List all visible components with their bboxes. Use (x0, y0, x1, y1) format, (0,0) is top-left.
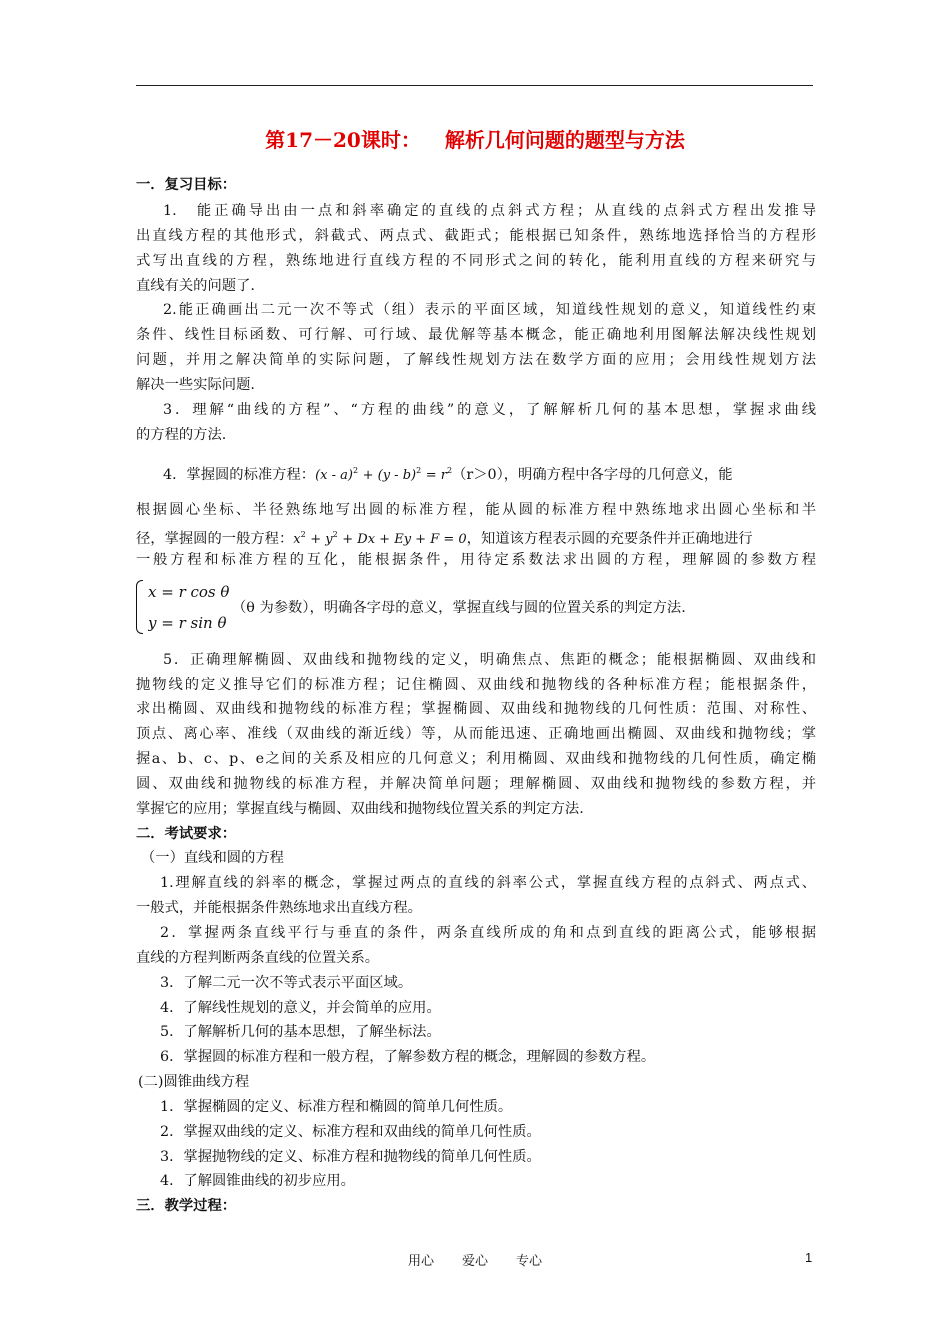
equation-brace (136, 580, 143, 634)
parametric-y: y = r sin θ (148, 614, 227, 632)
paragraph-line: 3．理解“曲线的方程”、“方程的曲线”的意义，了解解析几何的基本思想，掌握求曲线 (163, 402, 816, 418)
paragraph-line-circle-equation: 4．掌握圆的标准方程：$(x - a)^2 + (y - b)^2 = r^2(r>0)$，明确方程中各字母的几何意义，能 (163, 466, 733, 483)
paragraph-line: 5．正确理解椭圆、双曲线和抛物线的定义，明确焦点、焦距的概念；能根据椭圆、双曲线和 (163, 652, 816, 668)
requirement-line: 1.理解直线的斜率的概念，掌握过两点的直线的斜率公式，掌握直线方程的点斜式、两点式、 (160, 875, 816, 891)
paragraph-line: 圆、双曲线和抛物线的标准方程，并解决简单问题；理解椭圆、双曲线和抛物线的参数方程，并 (136, 776, 816, 792)
paragraph-line: 出直线方程的其他形式，斜截式、两点式、截距式；能根据已知条件，熟练地选择恰当的方程形 (136, 228, 816, 244)
paragraph-line: 握a、b、c、p、e之间的关系及相应的几何意义；利用椭圆、双曲线和抛物线的几何性质，确定椭 (136, 751, 816, 767)
paragraph-line: 顶点、离心率、准线（双曲线的渐近线）等，从而能迅速、正确地画出椭圆、双曲线和抛物线；掌 (136, 726, 816, 742)
requirement-line: 直线的方程判断两条直线的位置关系。 (136, 950, 380, 966)
subsection-heading: （一）直线和圆的方程 (141, 850, 284, 866)
parametric-x: x = r cos θ (148, 583, 230, 601)
paragraph-line: 2.能正确画出二元一次不等式（组）表示的平面区域，知道线性规划的意义，知道线性约束 (163, 302, 816, 318)
requirement-line: 4．了解圆锥曲线的初步应用。 (160, 1173, 355, 1189)
paragraph-line: 求出椭圆、双曲线和抛物线的标准方程；掌握椭圆、双曲线和抛物线的几何性质：范围、对称性、 (136, 701, 816, 717)
title-topic: 解析几何问题的题型与方法 (444, 128, 685, 152)
section-heading-goals: 一．复习目标： (136, 177, 237, 193)
requirement-line: 2．掌握两条直线平行与垂直的条件，两条直线所成的角和点到直线的距离公式，能够根据 (160, 925, 816, 941)
paragraph-line: 直线有关的问题了. (136, 278, 255, 294)
requirement-line: 1．掌握椭圆的定义、标准方程和椭圆的简单几何性质。 (160, 1099, 513, 1115)
section-heading-process: 三．教学过程： (136, 1198, 237, 1214)
footer-text: 专心 (516, 1254, 543, 1269)
section-heading-requirements: 二．考试要求： (136, 826, 237, 842)
paragraph-line: 抛物线的定义推导它们的标准方程；记住椭圆、双曲线和抛物线的各种标准方程；能根据条件， (136, 677, 816, 693)
header-rule (136, 85, 813, 86)
requirement-line: 6．掌握圆的标准方程和一般方程，了解参数方程的概念，理解圆的参数方程。 (160, 1049, 656, 1065)
paragraph-line-general-equation: 径，掌握圆的一般方程：$x^2 + y^2 + Dx + Ey + F = 0$，知道该方程表示圆的充要条件并正确地进行 (136, 530, 753, 547)
requirement-line: 2．掌握双曲线的定义、标准方程和双曲线的简单几何性质。 (160, 1124, 541, 1140)
page-title (0, 124, 950, 153)
requirement-line: 一般式，并能根据条件熟练地求出直线方程。 (136, 900, 422, 916)
paragraph-line: 一般方程和标准方程的互化，能根据条件，用待定系数法求出圆的方程，理解圆的参数方程 (136, 552, 816, 568)
paragraph-line: 解决一些实际问题. (136, 377, 255, 393)
requirement-line: 3．了解二元一次不等式表示平面区域。 (160, 975, 413, 991)
requirement-line: 3．掌握抛物线的定义、标准方程和抛物线的简单几何性质。 (160, 1149, 541, 1165)
footer-text: 爱心 (461, 1254, 488, 1269)
paragraph-line: 掌握它的应用；掌握直线与椭圆、双曲线和抛物线位置关系的判定方法. (136, 801, 584, 817)
paragraph-line: 根据圆心坐标、半径熟练地写出圆的标准方程，能从圆的标准方程中熟练地求出圆心坐标和半 (136, 502, 816, 518)
paragraph-line: 式写出直线的方程，熟练地进行直线方程的不同形式之间的转化，能利用直线的方程来研究与 (136, 253, 816, 269)
paragraph-line: 1. 能正确导出由一点和斜率确定的直线的点斜式方程；从直线的点斜式方程出发推导 (163, 203, 816, 219)
footer-text: 用心 (407, 1254, 434, 1269)
paragraph-line: 问题，并用之解决简单的实际问题，了解线性规划方法在数学方面的应用；会用线性规划方法 (136, 352, 816, 368)
requirement-line: 4．了解线性规划的意义，并会简单的应用。 (160, 1000, 441, 1016)
paragraph-line: （θ 为参数），明确各字母的意义，掌握直线与圆的位置关系的判定方法. (232, 600, 686, 616)
title-lesson: 第17－20课时： (265, 128, 421, 152)
subsection-heading: (二)圆锥曲线方程 (138, 1074, 250, 1090)
page-number: 1 (805, 1250, 813, 1265)
requirement-line: 5．了解解析几何的基本思想，了解坐标法。 (160, 1024, 441, 1040)
paragraph-line: 的方程的方法. (136, 427, 227, 443)
paragraph-line: 条件、线性目标函数、可行解、可行域、最优解等基本概念，能正确地利用图解法解决线性规划 (136, 327, 816, 343)
